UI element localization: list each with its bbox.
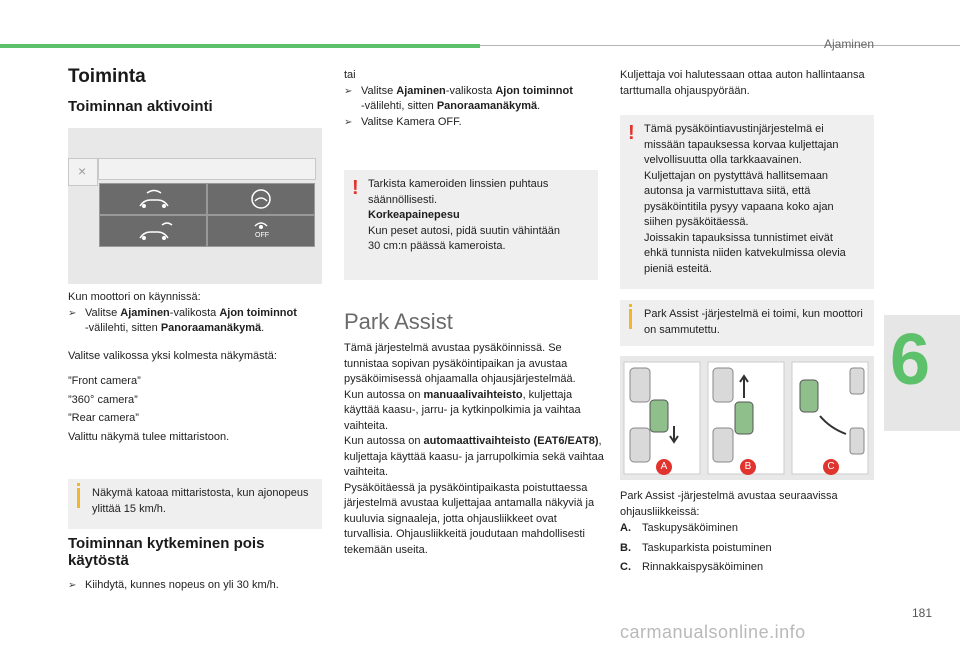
- front-camera-button: [99, 183, 207, 215]
- arrow-bullet-icon: ➢: [68, 580, 77, 591]
- view-shown-text: Valittu näkymä tulee mittaristoon.: [68, 430, 230, 443]
- or-text: tai: [344, 69, 356, 81]
- deactivation-heading: [68, 535, 328, 569]
- info-note-right-text: Park Assist -järjestelmä ei toimi, kun moottori on sammutettu.: [644, 308, 863, 336]
- park-assist-body: [344, 341, 606, 558]
- view-rear: ”Rear camera”: [68, 412, 139, 424]
- park-assist-heading: Park Assist: [344, 309, 453, 334]
- warning-note-text: Tarkista kameroiden linssien puhtaus säännöllisesti. Korkeapainepesu Kun peset autosi, pidä suutin vähintään 30 cm:n päässä kameroista.: [368, 178, 561, 252]
- page-title: Toiminta: [68, 66, 146, 87]
- list-item: A. Taskupysäköiminen: [620, 522, 738, 534]
- warning-note-cameras: [344, 170, 598, 280]
- manoeuvres-intro: Park Assist -järjestelmä avustaa seuraavissa ohjausliikkeissä:: [620, 490, 838, 518]
- arrow-bullet-icon: ➢: [68, 307, 77, 319]
- info-note-left: [68, 479, 322, 529]
- step-select-menu: ➢ Valitse Ajaminen-valikosta Ajon toiminnot -välilehti, sitten Panoraamanäkymä.: [68, 306, 297, 334]
- touchscreen-figure: [68, 128, 322, 284]
- chapter-number: 6: [890, 320, 931, 400]
- view-front: ”Front camera”: [68, 375, 141, 387]
- park-assist-para-1: Tämä järjestelmä avustaa pysäköinnissä. Se tunnistaa sopivan pysäköintipaikan ja avustaa pysäköimisessä ohjaamalla ohjausjärjestelmää.: [344, 342, 576, 385]
- info-note-text: Näkymä katoaa mittaristosta, kun ajonopeus ylittää 15 km/h.: [92, 487, 309, 515]
- step-select-menu-alt: ➢ Valitse Ajaminen-valikosta Ajon toiminnot -välilehti, sitten Panoraamanäkymä.: [344, 84, 573, 112]
- info-note-right: [620, 300, 874, 346]
- park-assist-para-2: Kun autossa on manuaalivaihteisto, kuljettaja käyttää kaasu-, jarru- ja kytkinpolkimia ja vaihtaa vaihteita.: [344, 388, 581, 432]
- 360-camera-button: [207, 183, 315, 215]
- warning-note-park-text: Tämä pysäköintiavustinjärjestelmä ei missään tapauksessa korvaa kuljettajan velvollisuutta olla tarkkaavainen. Kuljettajan on pystyttävä hallitsemaan autonsa ja varmistuttava siitä, että pysäköintitila pysyy vapaana koko ajan siihen pysäköitäessä. Joissakin tapauksissa tunnistimet eivät ehkä tunnista niiden katvekulmissa olevia pieniä esteitä.: [644, 123, 846, 275]
- screen-title-bar: [98, 158, 316, 180]
- deactivation-step: ➢ Kiihdytä, kunnes nopeus on yli 30 km/h.: [68, 578, 345, 594]
- arrow-bullet-icon: ➢: [344, 116, 353, 128]
- manoeuvres-list: [620, 521, 878, 576]
- warning-icon: !: [352, 177, 359, 199]
- list-item: B. Taskuparkista poistuminen: [620, 541, 772, 554]
- park-assist-figure: [620, 356, 874, 480]
- middle-steps: [344, 68, 604, 130]
- section-title: Ajaminen: [823, 37, 874, 51]
- figure-label-a: A: [656, 459, 672, 475]
- park-assist-para-4: Pysäköitäessä ja pysäköintipaikasta poistuttaessa järjestelmä avustaa kuljettajaa antamalla näkyviä ja kuuluvia signaaleja, jotta ohjausliikkeet ovat turvallisia. Ohjausliikkeitä joudutaan mahdollisesti tekemään useita.: [344, 481, 595, 556]
- rear-camera-icon: [100, 216, 206, 246]
- close-icon: ×: [68, 158, 98, 186]
- camera-off-button: [207, 215, 315, 247]
- figure-label-c: C: [823, 459, 839, 475]
- list-item: C. Rinnakkaispysäköiminen: [620, 561, 764, 573]
- header-accent-bar: [0, 44, 480, 48]
- arrow-bullet-icon: ➢: [344, 85, 353, 97]
- step-camera-off: ➢ Valitse Kamera OFF.: [344, 115, 604, 131]
- info-icon: [629, 309, 632, 329]
- header-rule: [480, 45, 960, 46]
- rear-camera-button: [99, 215, 207, 247]
- park-assist-para-3: Kun autossa on automaattivaihteisto (EAT6/EAT8), kuljettaja käyttää kaasu- ja jarrupolkimia sekä vaihtaa vaihteita.: [344, 435, 604, 478]
- deactivation-heading-line2: käytöstä: [68, 552, 129, 569]
- deactivation-heading-line1: Toiminnan kytkeminen pois: [68, 535, 265, 552]
- view-list: [68, 374, 328, 445]
- front-camera-icon: [100, 184, 206, 214]
- page-number: 181: [911, 606, 932, 620]
- watermark: carmanualsonline.info: [620, 622, 806, 642]
- info-icon: [77, 488, 80, 508]
- left-body-1: [68, 290, 328, 337]
- warning-note-park-assist: [620, 115, 874, 289]
- engine-on-text: Kun moottori on käynnissä:: [68, 291, 201, 303]
- warning-icon: !: [628, 122, 635, 144]
- activation-heading: Toiminnan aktivointi: [68, 98, 213, 115]
- right-intro: Kuljettaja voi halutessaan ottaa auton hallintaansa tarttumalla ohjauspyörään.: [620, 69, 865, 97]
- view-360: ”360° camera”: [68, 393, 138, 406]
- figure-label-b: B: [740, 459, 756, 475]
- choose-view-text: Valitse valikossa yksi kolmesta näkymästä:: [68, 350, 277, 362]
- off-label: OFF: [255, 232, 269, 239]
- 360-camera-icon: [208, 184, 314, 214]
